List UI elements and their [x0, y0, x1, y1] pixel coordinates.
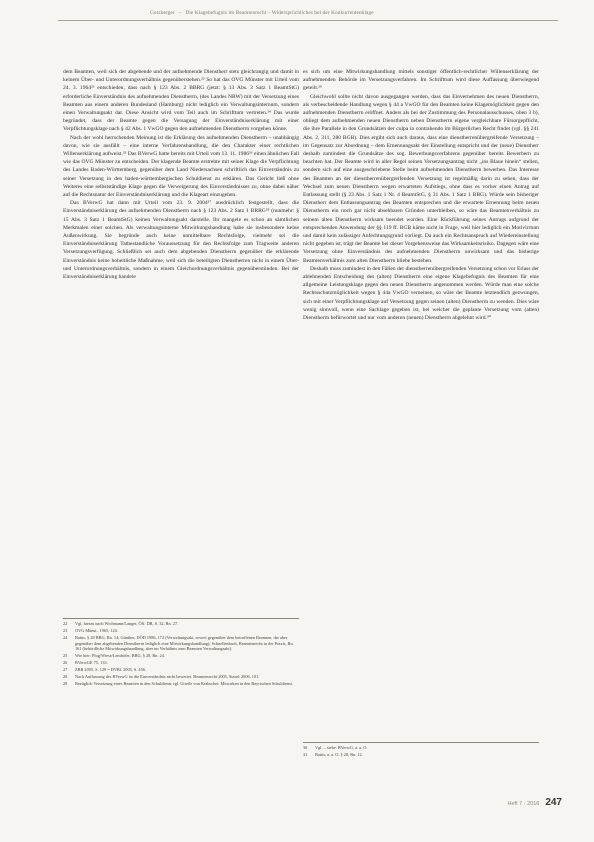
running-header-title: Die Klagebefugnis im Beamtenrecht – Widersprüchliches bei der Konkurrentenklage	[185, 10, 374, 16]
footnote	[63, 653, 299, 659]
header-rule	[58, 20, 558, 21]
footnote-number: 28	[63, 674, 68, 680]
footnotes-left	[63, 618, 299, 688]
footnote	[63, 667, 299, 673]
footnote	[63, 681, 299, 687]
footnote-text: Wie hier: Plog/Wiese/Lemhöfer, BBG, § 28, Rn. 24.	[75, 653, 165, 659]
footnote	[63, 660, 299, 666]
footnote-number: 24	[63, 634, 68, 640]
footnote-text: Bezüglich Versetzung eines Beamten in den Schuldienst vgl. Urteile von Krabschei: Mitwirken in den Bayrischen Schuldienst.	[75, 681, 293, 687]
footnote-rule	[63, 618, 299, 619]
footnotes-right	[303, 742, 539, 759]
left-text-column	[63, 68, 299, 281]
running-header	[150, 10, 560, 16]
paragraph: Nach der wohl herrschenden Meinung ist die Erklärung des aufnehmenden Dienstherrn – unabhängig davon, wie sie ausfällt – eine interne Verfahrenshandlung, die den Charakter einer rechtlichen Willenserklärung aufweist.²⁵ Das BVerwG hatte bereits mit Urteil vom 13. 11. 1986²⁶ einen ähnlichen Fall wie das OVG Münster zu entscheiden. Der klagende Beamte erstrebte mit seiner Klage die Verpflichtung des Landes Baden-Württemberg, gegenüber dem Land Niedersachsen schriftlich das Einverständnis zu seiner Versetzung in den baden-württembergischen Schuldienst zu erklären. Das Gericht ließ ohne Weiteres eine selbstständige Klage gegen die Verweigerung des Einverständnisses zu, ohne dabei näher auf die Rechtsnatur der Einverständniserklärung und die Klageart einzugehen.	[63, 134, 299, 199]
paragraph: Gleichwohl sollte nicht davon ausgegangen werden, dass das Einvernehmen des neuen Dienstherrn, als verbescheidende Handlung wegen § 44 a VwGO für den Beamten keine Klagemöglichkeit gegen den aufnehmenden Dienstherrn eröffnet. Anders als bei der Zustimmung des Personalausschusses, oben 3 b), obliegt dem aufnehmenden neuen Dienstherrn neben Dienstherrn eigene vergleichbare Fürsorgepflicht, die ihre Parallele in den Grundsätzen der culpa in contrahendo im Bürgerlichen Recht findet (vgl. §§ 241 Abs. 2, 311, 280 BGB). Dies ergibt sich auch daraus, dass eine dienstherrenübergreifende Versetzung – im Gegensatz zur Abordnung – dem Ernennungsakt der Einstellung entspricht und der (neue) Dienstherr deshalb zumindest die Grundsätze des sog. Bewerbungsverfahrens gegenüber bereits Bewerbern zu beachten hat. Der Beamte wird in aller Regel seinen Versetzungsantrag nicht „ins Blaue hinein“ stellen, sondern sich auf eine ausgeschriebene Stelle beim aufnehmenden Dienstherrn bewerben. Das Interesse des Beamten an der dienstherrenübergreifenden Versetzung ist regelmäßig darin zu sehen, dass der Wechsel zum neuen Dienstherrn wegen erwarteten Aufstiegs, ohne dass es vorher einen Antrag auf Entlassung stellt (§ 23 Abs. 1 Satz 1 Nr. 4 BeamtStG, § 31 Abs. 1 Satz 1 BBG). Würde sein bisheriger Dienstherr dem Entlassungsantrag des Beamten entsprechen und die erwartete Ernennung beim neuen Dienstherrn ein noch gar nicht absehbaren Gründen unterbleiben, so wäre das Beamtenverhältnis zu seinem alten Dienstherrn wirksam beendet worden. Eine Rückführung seines Antrags aufgrund der entsprechenden Anwendung der §§ 119 ff. BGB käme nicht in Frage, weil hier lediglich ein Motivirrtum und damit kein zulässiger Anfechtungsgrund vorliegt. Da auch ein Rechtsanspruch auf Wiedereinstellung nicht gegeben ist, trägt der Beamte bei dieser Vorgehensweise das Wirksamkeitsrisiko. Dagegen wäre eine Versetzung ohne Einverständnis des aufnehmenden Dienstherrn unwirksam und das bisherige Beamtenverhältnis zum alten Dienstherrn bliebe bestehen.	[303, 93, 539, 264]
paragraph: Das BVerwG hat dann mit Urteil vom 23. 9. 2004²⁷ ausdrücklich festgestellt, dass die Einverständniserklärung des aufnehmenden Dienstherrn nach § 123 Abs. 2 Satz 1 BRRG²⁸ (nunmehr: § 15 Abs. 3 Satz 1 BeamtStG) keinen Verwaltungsakt darstelle. Ihr mangele es schon an sämtlichen Merkmalen einer solchen. Als verwaltungsinterne Mitwirkungshandlung habe sie insbesondere keine Außenwirkung. Sie begründe auch keine unmittelbare Rechtsfolge, vielmehr sei die Einverständniserklärung Tatbestandliche Voraussetzung für den Rechtsfolge zum Tragweite anderen Versetzungsverfügung. Schließlich sei auch dem abgebenden Dienstherrn gegenüber die erklärende Einverständnis keine hoheitliche Maßnahme, weil sich die beteiligten Dienstherren nicht in einem Über- und Unterordnungsverhältnis, sondern in einem Gleichordnungsverhältnis gegenüberstünden. Bei der Einverständniserklärung handele	[63, 200, 299, 281]
footnote-text: ZBR 2005, S. 129 = DVBl. 2005, S. 456.	[75, 667, 146, 673]
footnote	[63, 621, 299, 627]
footnote-number: 26	[63, 660, 68, 666]
footnote	[63, 628, 299, 634]
footnote-number: 31	[303, 751, 308, 757]
footnote-text: Vgl. – siehe: BVerwG, a. a. O.	[315, 745, 368, 750]
footnote-number: 25	[63, 653, 68, 659]
paragraph: es sich um eine Mitwirkungshandlung mittels sonstiger öffentlich-rechtlicher Willenserklärung der aufnehmenden Behörde im Versetzungsverfahren. Im Schrifttum wird diese Auffassung überwiegend geteilt.²⁹	[303, 69, 539, 92]
footnote	[63, 674, 299, 680]
footnote-text: OVG Münst., 1965, 124.	[75, 627, 118, 633]
footnote-text: Nach Auffassung des BVerwG ist die Einverständnis nicht bewertet. Beamtenrecht 2005, Stand: 2006, 101.	[75, 674, 260, 680]
issue-label: Heft 7 · 2016	[507, 801, 540, 807]
page-number: 247	[545, 797, 562, 808]
right-text-column	[303, 68, 539, 322]
footnote	[303, 752, 539, 758]
footnote-number: 23	[63, 627, 68, 633]
footnote-text: Battis, § 28 BBG, Rn. 14; Günther, DÖD 1986, 172 (Verwaltungsakt, soweit gegenüber dem betroffenen Beamten, der aber gegenüber dem abgebenden Dienstherrn lediglich eine Mitwirkungshandlung); Schnellenbach, Beamtenrecht in der Praxis, Rn. 161 (behördliche Mitwirkungshandlung, aber im Verhältnis zum Beamten Verwaltungsakt).	[75, 634, 294, 652]
paragraph: dem Beamten, weil sich der abgebende und der aufnehmende Dienstherr stets gleichrangig und damit in keinem Über- und Unterordnungsverhältnis gegenüberstehen.²² So hat das OVG Münster mit Urteil vom 24. 3. 1964²³ entschieden, dass nach § 123 Abs. 2 BBRG (jetzt: § 13 Abs. 3 Satz 1 BeamtStG) erforderliche Einverständnis des aufnehmenden Dienstherrn, (des Landes NRW) mit der Versetzung eines Beamten aus einem anderen Bundesland (Hamburg) nicht lediglich ein Verwaltungsinternum, sondern einen Verwaltungsakt dar. Diese Ansicht wird vom Teil auch im Schrifttum vertreten.²⁴ Das wurde begründet, dass der Beamte gegen die Versagung der Einverständniserklärung mit einer Verpflichtungsklage nach § 42 Abs. 1 VwGO gegen den aufnehmenden Dienstherrn vorgehen könne.	[63, 69, 299, 133]
page-folio	[462, 792, 562, 810]
footnote	[63, 635, 299, 652]
running-header-author: Gotzberger	[150, 10, 175, 16]
running-header-separator: –	[178, 10, 182, 16]
footnote-text: BVerwGE 75, 133.	[75, 660, 108, 666]
paragraph: Deshalb muss zumindest in den Fällen der dienstherrenübergreifenden Versetzung schon vor Erlass der ablehnenden Entscheidung des (alten) Dienstherrn eine eigene Klagebefugnis des Beamten für eine allgemeine Leistungsklage gegen den neuen Dienstherrn angenommen werden. Würde man eine solche Rechtsschutzmöglichkeit wegen § 44a VwGO verneinen, so wäre der Beamte letztendlich gezwungen, sich mit einer Verpflichtungsklage auf Versetzung gegen seinen (alten) Dienstherrn zu wenden. Dies wäre wenig sinnvoll, wenn eine Sachlage gegeben ist, bei welcher die geplante Versetzung vom (alten) Dienstherrn befürwortet und nur vom anderen (neuen) Dienstherrn abgelehnt wird.³⁰	[303, 265, 539, 322]
footnote-text: Battis, a. a. O. § 28, Rn. 12.	[315, 751, 363, 757]
footnote-number: 29	[63, 681, 68, 687]
footnote-text: Vgl. hierzu nach Wichmann/Langer, Öff. DR, S. 32, Rn. 27.	[75, 621, 179, 626]
footnote-number: 22	[63, 621, 68, 626]
footnote-rule	[303, 742, 539, 743]
footnote	[303, 745, 539, 751]
footnote-number: 27	[63, 667, 68, 673]
footnote-number: 30	[303, 745, 308, 750]
